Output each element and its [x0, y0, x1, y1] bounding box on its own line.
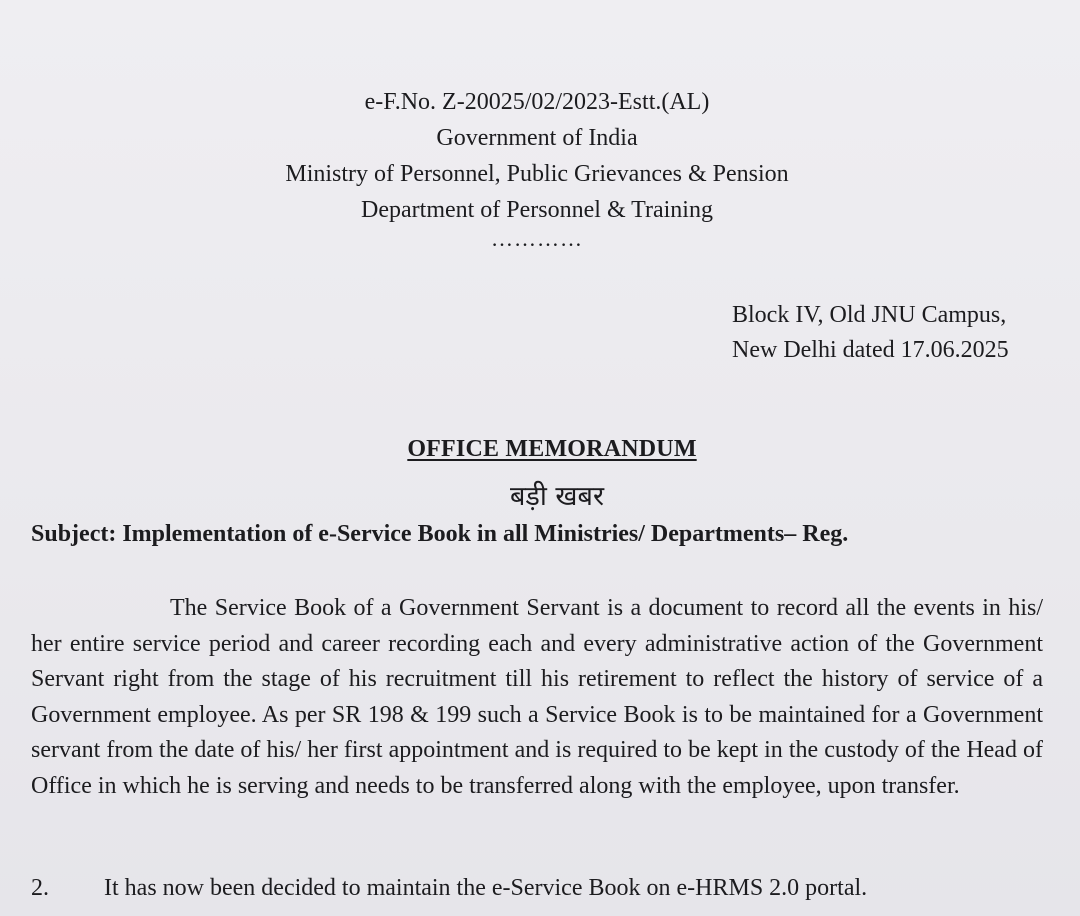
paragraph-2-text: It has now been decided to maintain the e-Service Book on e-HRMS 2.0 portal. [104, 875, 868, 901]
paragraph-2-number: 2. [31, 875, 49, 901]
paragraph-2 [31, 875, 867, 902]
hindi-headline-tag: बड़ी खबर [510, 481, 604, 512]
header-separator: ………… [491, 226, 583, 251]
address-line-1: Block IV, Old JNU Campus, [732, 302, 1007, 328]
memo-title: OFFICE MEMORANDUM [407, 436, 697, 462]
government-name: Government of India [436, 125, 638, 151]
ministry-name: Ministry of Personnel, Public Grievances & Pension [285, 161, 789, 187]
address-block [732, 298, 1009, 368]
letterhead [0, 84, 1080, 250]
address-line-2-date: New Delhi dated 17.06.2025 [732, 337, 1009, 363]
file-number: e-F.No. Z-20025/02/2023-Estt.(AL) [364, 89, 710, 115]
subject-line: Subject: Implementation of e-Service Book in all Ministries/ Departments– Reg. [31, 521, 849, 547]
department-name: Department of Personnel & Training [361, 197, 713, 223]
paragraph-1: The Service Book of a Government Servant is a document to record all the events in his/ her entire service period and career recording each and every administrative action of the Government Servant right from the stage of his recruitment till his retirement to reflect the history of service of a Government employee. As per SR 198 & 199 such a Service Book is to be maintained for a Government servant from the date of his/ her first appointment and is required to be kept in the custody of the Head of Office in which he is serving and needs to be transferred along with the employee, upon transfer. [31, 595, 1043, 799]
